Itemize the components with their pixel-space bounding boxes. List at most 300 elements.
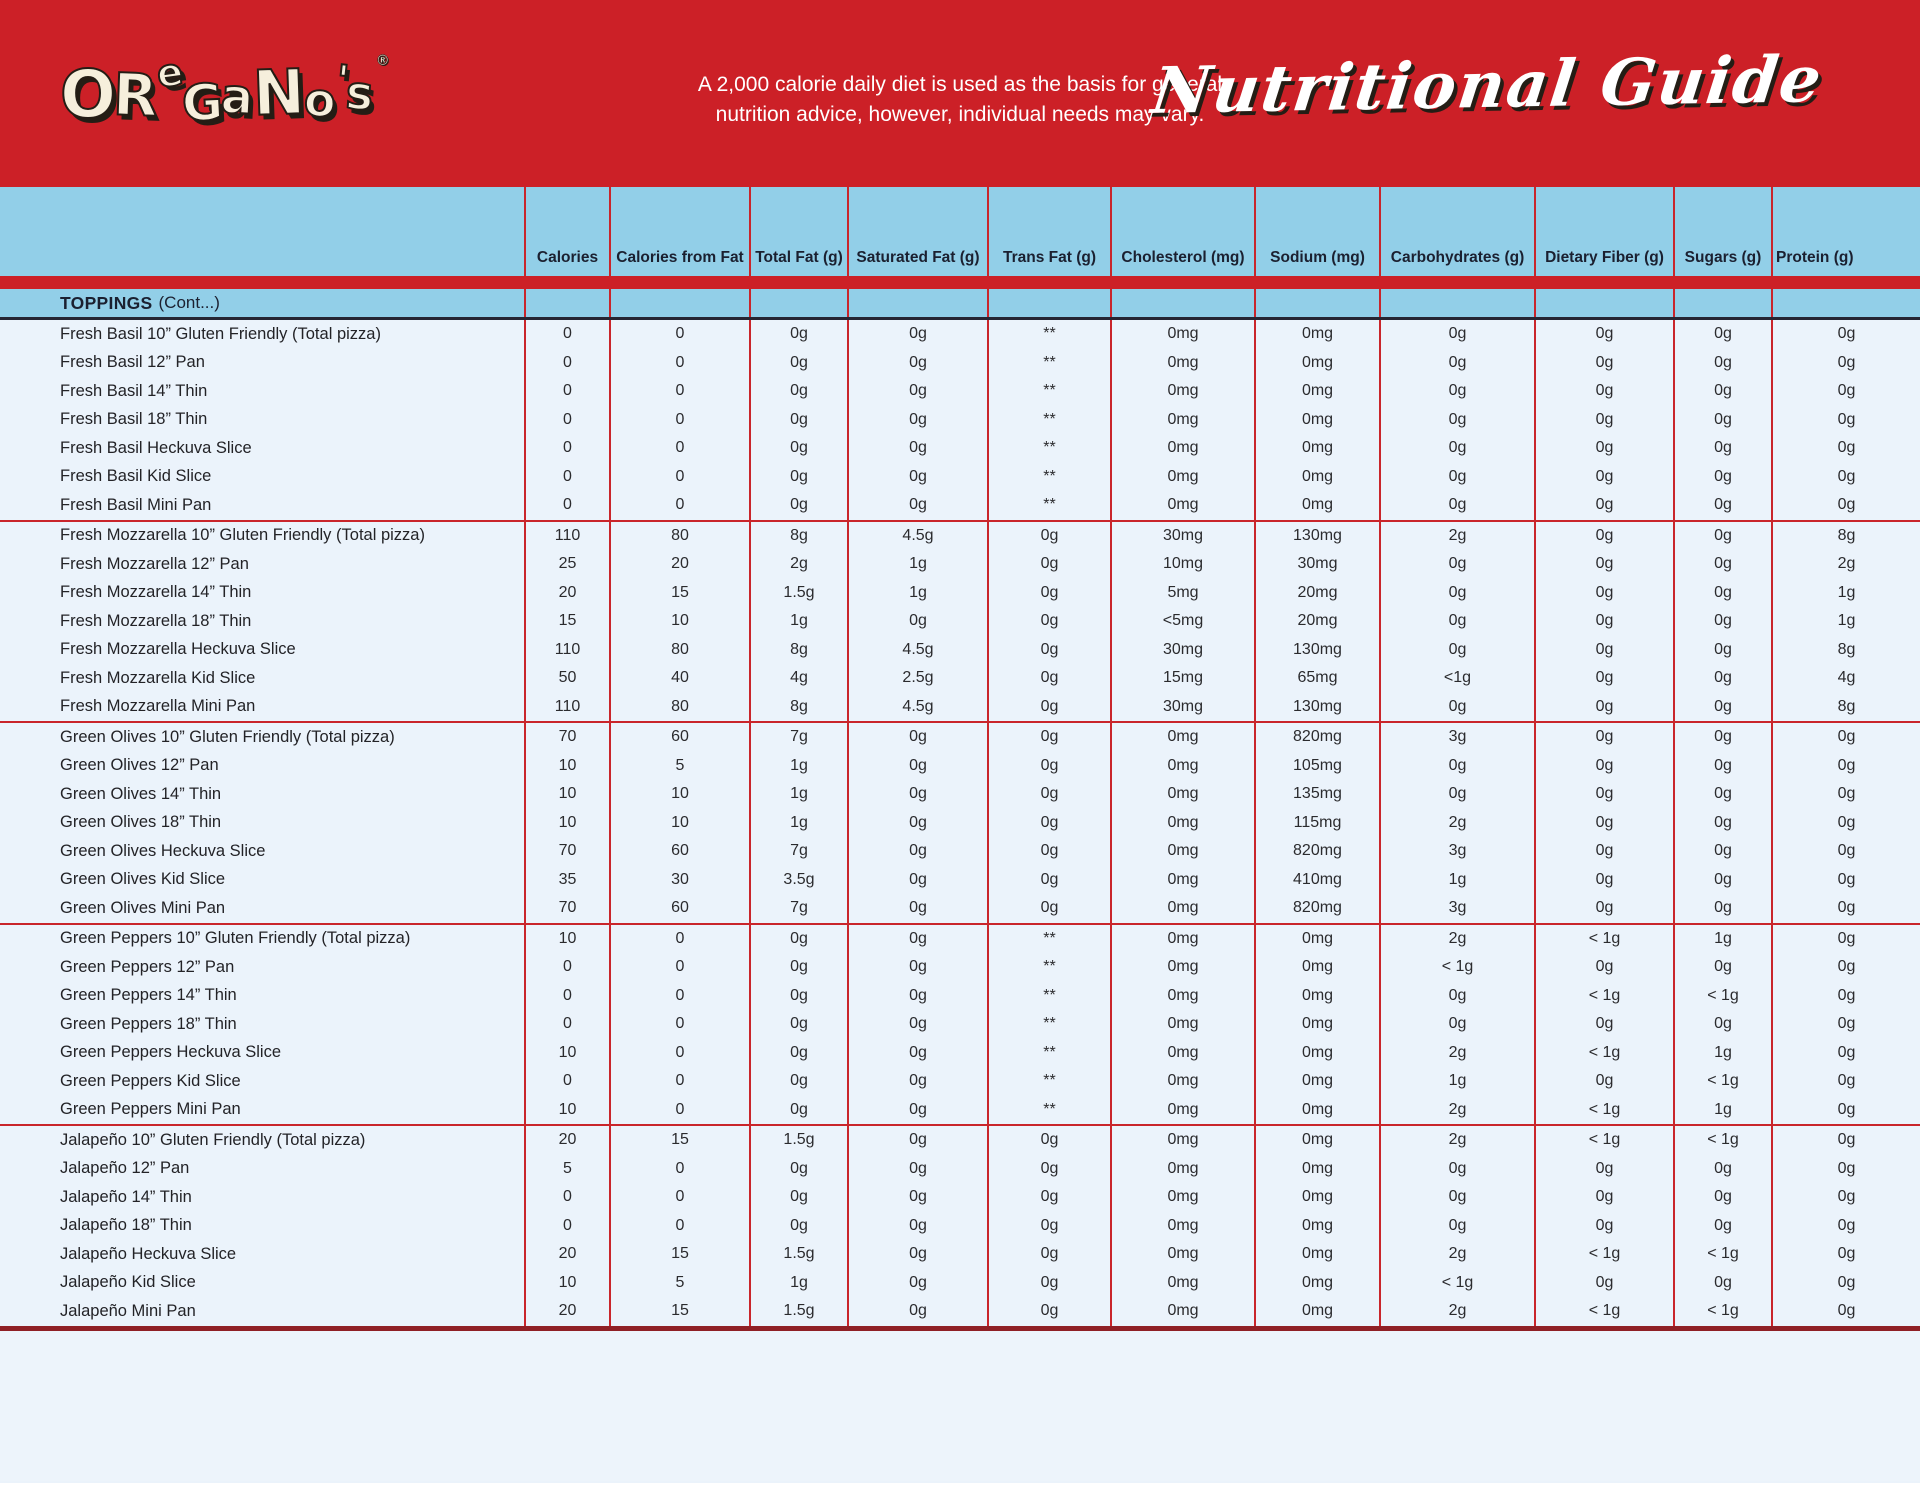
value-cell: 30mg bbox=[1254, 550, 1379, 579]
value-cell: 10 bbox=[524, 1096, 609, 1125]
value-cell: 0g bbox=[1379, 377, 1534, 406]
value-cell: 0g bbox=[749, 434, 847, 463]
row-label: Jalapeño 18” Thin bbox=[60, 1216, 192, 1235]
value-cell: 0g bbox=[1673, 866, 1771, 895]
row-label: Fresh Basil 18” Thin bbox=[60, 410, 208, 429]
value-cell: < 1g bbox=[1379, 1269, 1534, 1298]
value-cell: 4g bbox=[1771, 664, 1920, 693]
value-cell: 0g bbox=[1771, 1067, 1920, 1096]
value-cell: 0g bbox=[1771, 982, 1920, 1011]
row-label: Fresh Basil Kid Slice bbox=[60, 467, 212, 486]
table-row bbox=[0, 463, 1920, 492]
value-cell: 0mg bbox=[1254, 377, 1379, 406]
value-cell: 0 bbox=[524, 953, 609, 982]
table-row bbox=[0, 607, 1920, 636]
value-cell: 30mg bbox=[1110, 522, 1254, 551]
row-label: Green Peppers 10” Gluten Friendly (Total pizza) bbox=[60, 929, 411, 948]
value-cell: 0g bbox=[1534, 1212, 1673, 1241]
value-cell: 0g bbox=[847, 434, 987, 463]
value-cell: 0mg bbox=[1110, 406, 1254, 435]
value-cell: 0g bbox=[987, 1155, 1110, 1184]
value-cell: 2g bbox=[1379, 809, 1534, 838]
value-cell: 0 bbox=[524, 1183, 609, 1212]
value-cell: 0g bbox=[1534, 1183, 1673, 1212]
value-cell: 0mg bbox=[1254, 434, 1379, 463]
column-header-carbohydrates: Carbohydrates (g) bbox=[1379, 187, 1534, 276]
table-row bbox=[0, 579, 1920, 608]
value-cell: 40 bbox=[609, 664, 749, 693]
table-row bbox=[0, 894, 1920, 923]
value-cell: 0mg bbox=[1110, 894, 1254, 923]
value-cell: 0g bbox=[1534, 463, 1673, 492]
value-cell: 0g bbox=[987, 1126, 1110, 1155]
value-cell: 0g bbox=[1534, 320, 1673, 349]
logo-letter: s bbox=[344, 65, 376, 121]
value-cell: 0g bbox=[749, 1010, 847, 1039]
value-cell: 0 bbox=[524, 1010, 609, 1039]
value-cell: < 1g bbox=[1673, 1297, 1771, 1326]
value-cell: 0mg bbox=[1110, 1155, 1254, 1184]
value-cell: 0g bbox=[1771, 406, 1920, 435]
value-cell: 1.5g bbox=[749, 1297, 847, 1326]
value-cell: 2g bbox=[1379, 522, 1534, 551]
brand-header bbox=[0, 0, 1920, 187]
value-cell: 0g bbox=[847, 894, 987, 923]
page-title: Nutritional Guide bbox=[1147, 42, 1828, 129]
table-row bbox=[0, 377, 1920, 406]
value-cell: < 1g bbox=[1673, 1240, 1771, 1269]
value-cell: 1g bbox=[749, 607, 847, 636]
value-cell: 0mg bbox=[1254, 1212, 1379, 1241]
value-cell: 0mg bbox=[1254, 1240, 1379, 1269]
table-row bbox=[0, 522, 1920, 551]
value-cell: 0g bbox=[847, 1010, 987, 1039]
value-cell: 0g bbox=[1534, 723, 1673, 752]
value-cell: 0g bbox=[1673, 579, 1771, 608]
column-header-calories: Calories bbox=[524, 187, 609, 276]
value-cell: ** bbox=[987, 1067, 1110, 1096]
value-cell: 0g bbox=[1771, 1096, 1920, 1125]
value-cell: 0g bbox=[847, 866, 987, 895]
value-cell: 1.5g bbox=[749, 579, 847, 608]
value-cell: 0mg bbox=[1110, 780, 1254, 809]
value-cell: 2g bbox=[1379, 1297, 1534, 1326]
value-cell: 15 bbox=[609, 1240, 749, 1269]
value-cell: 0g bbox=[1771, 866, 1920, 895]
value-cell: 0g bbox=[987, 1183, 1110, 1212]
value-cell: 0g bbox=[1534, 491, 1673, 520]
row-label: Jalapeño 12” Pan bbox=[60, 1159, 190, 1178]
value-cell: 0g bbox=[987, 1240, 1110, 1269]
value-cell: 0 bbox=[609, 320, 749, 349]
logo-letter: o bbox=[302, 72, 337, 128]
value-cell: 0g bbox=[1771, 1010, 1920, 1039]
value-cell: 0g bbox=[1379, 1212, 1534, 1241]
value-cell: 0 bbox=[609, 1039, 749, 1068]
value-cell: 0g bbox=[987, 866, 1110, 895]
value-cell: ** bbox=[987, 982, 1110, 1011]
value-cell: 0g bbox=[1673, 377, 1771, 406]
value-cell: <5mg bbox=[1110, 607, 1254, 636]
value-cell: 25 bbox=[524, 550, 609, 579]
value-cell: 10mg bbox=[1110, 550, 1254, 579]
value-cell: 0g bbox=[1771, 894, 1920, 923]
value-cell: 0g bbox=[1534, 377, 1673, 406]
value-cell: 0g bbox=[749, 1212, 847, 1241]
value-cell: 1g bbox=[1673, 1096, 1771, 1125]
table-row bbox=[0, 1067, 1920, 1096]
value-cell: 5 bbox=[524, 1155, 609, 1184]
value-cell: 0g bbox=[1673, 522, 1771, 551]
value-cell: 0g bbox=[1771, 320, 1920, 349]
value-cell: 0mg bbox=[1110, 463, 1254, 492]
value-cell: 0 bbox=[609, 1155, 749, 1184]
value-cell: 0g bbox=[1534, 406, 1673, 435]
value-cell: 20 bbox=[524, 1240, 609, 1269]
value-cell: 410mg bbox=[1254, 866, 1379, 895]
value-cell: 4.5g bbox=[847, 636, 987, 665]
value-cell: ** bbox=[987, 1039, 1110, 1068]
value-cell: 0g bbox=[1771, 349, 1920, 378]
table-row bbox=[0, 953, 1920, 982]
value-cell: 0g bbox=[987, 550, 1110, 579]
value-cell: 8g bbox=[1771, 693, 1920, 722]
value-cell: < 1g bbox=[1534, 1297, 1673, 1326]
value-cell: 70 bbox=[524, 723, 609, 752]
value-cell: 65mg bbox=[1254, 664, 1379, 693]
logo-letter: e bbox=[153, 49, 186, 97]
value-cell: 110 bbox=[524, 693, 609, 722]
value-cell: 0g bbox=[1379, 320, 1534, 349]
value-cell: 0mg bbox=[1110, 723, 1254, 752]
table-row bbox=[0, 406, 1920, 435]
value-cell: 0g bbox=[749, 1039, 847, 1068]
row-label: Fresh Mozzarella 14” Thin bbox=[60, 583, 252, 602]
row-label: Green Peppers 18” Thin bbox=[60, 1014, 237, 1033]
value-cell: 0g bbox=[1673, 723, 1771, 752]
logo-letter: a bbox=[219, 68, 255, 126]
value-cell: 0g bbox=[987, 837, 1110, 866]
table-row bbox=[0, 1212, 1920, 1241]
value-cell: 5 bbox=[609, 752, 749, 781]
value-cell: 0g bbox=[1534, 894, 1673, 923]
value-cell: 0g bbox=[987, 752, 1110, 781]
value-cell: 115mg bbox=[1254, 809, 1379, 838]
value-cell: 0g bbox=[749, 982, 847, 1011]
value-cell: 2g bbox=[1771, 550, 1920, 579]
value-cell: 0 bbox=[524, 320, 609, 349]
value-cell: 0mg bbox=[1110, 1126, 1254, 1155]
value-cell: 4.5g bbox=[847, 693, 987, 722]
table-row bbox=[0, 1096, 1920, 1125]
column-header-calories-from-fat: Calories from Fat bbox=[609, 187, 749, 276]
value-cell: 0g bbox=[1673, 1212, 1771, 1241]
value-cell: 20 bbox=[524, 1297, 609, 1326]
value-cell: 0g bbox=[987, 1212, 1110, 1241]
disclaimer-line-2: nutrition advice, however, individual needs may vary. bbox=[715, 103, 1205, 127]
section-subtitle: (Cont...) bbox=[158, 293, 220, 312]
value-cell: 0g bbox=[1771, 1039, 1920, 1068]
value-cell: 15 bbox=[609, 1126, 749, 1155]
row-label: Green Peppers 12” Pan bbox=[60, 957, 235, 976]
value-cell: 0g bbox=[847, 982, 987, 1011]
red-divider-bar bbox=[0, 276, 1920, 289]
value-cell: 0mg bbox=[1110, 837, 1254, 866]
value-cell: 0g bbox=[1379, 693, 1534, 722]
value-cell: 0mg bbox=[1254, 491, 1379, 520]
value-cell: 0g bbox=[1771, 1240, 1920, 1269]
table-row bbox=[0, 491, 1920, 520]
value-cell: 0g bbox=[1771, 837, 1920, 866]
value-cell: 0g bbox=[847, 837, 987, 866]
value-cell: 0g bbox=[847, 809, 987, 838]
value-cell: 0g bbox=[987, 522, 1110, 551]
value-cell: 0g bbox=[847, 1039, 987, 1068]
value-cell: 0g bbox=[1534, 1067, 1673, 1096]
value-cell: < 1g bbox=[1673, 982, 1771, 1011]
value-cell: 7g bbox=[749, 723, 847, 752]
value-cell: 0g bbox=[987, 780, 1110, 809]
value-cell: 0g bbox=[987, 809, 1110, 838]
value-cell: 0g bbox=[847, 491, 987, 520]
oreganos-logo bbox=[60, 40, 390, 150]
value-cell: 1g bbox=[749, 1269, 847, 1298]
value-cell: 0 bbox=[609, 349, 749, 378]
value-cell: 0g bbox=[1771, 723, 1920, 752]
value-cell: 0mg bbox=[1254, 1010, 1379, 1039]
value-cell: 1.5g bbox=[749, 1240, 847, 1269]
value-cell: 820mg bbox=[1254, 894, 1379, 923]
value-cell: 2g bbox=[1379, 1096, 1534, 1125]
value-cell: 0 bbox=[609, 953, 749, 982]
table-row bbox=[0, 1126, 1920, 1155]
value-cell: 0g bbox=[1534, 866, 1673, 895]
value-cell: ** bbox=[987, 1010, 1110, 1039]
value-cell: 0mg bbox=[1110, 1067, 1254, 1096]
value-cell: 0g bbox=[1379, 607, 1534, 636]
value-cell: 4.5g bbox=[847, 522, 987, 551]
value-cell: 0 bbox=[609, 406, 749, 435]
value-cell: 0g bbox=[1771, 752, 1920, 781]
table-row bbox=[0, 434, 1920, 463]
value-cell: 0g bbox=[847, 1297, 987, 1326]
section-title: TOPPINGS bbox=[60, 292, 153, 313]
value-cell: 0 bbox=[609, 1212, 749, 1241]
value-cell: 2g bbox=[1379, 925, 1534, 954]
value-cell: 80 bbox=[609, 693, 749, 722]
value-cell: 15 bbox=[524, 607, 609, 636]
column-header-trans-fat: Trans Fat (g) bbox=[987, 187, 1110, 276]
value-cell: 0g bbox=[1771, 1297, 1920, 1326]
value-cell: 0g bbox=[847, 406, 987, 435]
value-cell: ** bbox=[987, 377, 1110, 406]
value-cell: 110 bbox=[524, 522, 609, 551]
value-cell: 0mg bbox=[1110, 377, 1254, 406]
value-cell: 2.5g bbox=[847, 664, 987, 693]
value-cell: 0g bbox=[1673, 1155, 1771, 1184]
value-cell: 0g bbox=[1771, 809, 1920, 838]
value-cell: 820mg bbox=[1254, 723, 1379, 752]
value-cell: 0mg bbox=[1110, 1269, 1254, 1298]
value-cell: ** bbox=[987, 953, 1110, 982]
value-cell: 0 bbox=[609, 925, 749, 954]
value-cell: 0g bbox=[1379, 406, 1534, 435]
value-cell: 0g bbox=[1673, 780, 1771, 809]
value-cell: 8g bbox=[749, 693, 847, 722]
value-cell: 0g bbox=[1771, 780, 1920, 809]
table-row bbox=[0, 1010, 1920, 1039]
value-cell: 105mg bbox=[1254, 752, 1379, 781]
value-cell: 0g bbox=[1534, 837, 1673, 866]
value-cell: ** bbox=[987, 349, 1110, 378]
table-row bbox=[0, 1269, 1920, 1298]
value-cell: 0g bbox=[847, 1126, 987, 1155]
table-row bbox=[0, 664, 1920, 693]
value-cell: 2g bbox=[1379, 1039, 1534, 1068]
value-cell: 0g bbox=[749, 1155, 847, 1184]
value-cell: 0g bbox=[1673, 320, 1771, 349]
toppings-group bbox=[0, 1124, 1920, 1326]
row-label: Jalapeño Mini Pan bbox=[60, 1301, 196, 1320]
row-label: Fresh Mozzarella 18” Thin bbox=[60, 611, 252, 630]
value-cell: 0 bbox=[609, 1067, 749, 1096]
value-cell: 130mg bbox=[1254, 522, 1379, 551]
value-cell: 2g bbox=[749, 550, 847, 579]
value-cell: 0g bbox=[847, 1067, 987, 1096]
value-cell: 8g bbox=[1771, 522, 1920, 551]
table-row bbox=[0, 925, 1920, 954]
value-cell: 80 bbox=[609, 636, 749, 665]
value-cell: 0g bbox=[1379, 349, 1534, 378]
table-row bbox=[0, 693, 1920, 722]
value-cell: 0g bbox=[1379, 579, 1534, 608]
row-label: Fresh Mozzarella Heckuva Slice bbox=[60, 640, 296, 659]
value-cell: 10 bbox=[609, 780, 749, 809]
value-cell: 0 bbox=[609, 491, 749, 520]
row-label: Fresh Mozzarella 12” Pan bbox=[60, 554, 249, 573]
value-cell: ** bbox=[987, 406, 1110, 435]
value-cell: 0mg bbox=[1254, 982, 1379, 1011]
value-cell: 0g bbox=[1379, 550, 1534, 579]
value-cell: 1g bbox=[1379, 1067, 1534, 1096]
value-cell: 10 bbox=[524, 780, 609, 809]
value-cell: 110 bbox=[524, 636, 609, 665]
row-label: Jalapeño Heckuva Slice bbox=[60, 1244, 237, 1263]
value-cell: < 1g bbox=[1673, 1126, 1771, 1155]
value-cell: 0g bbox=[1673, 1183, 1771, 1212]
column-header-sodium: Sodium (mg) bbox=[1254, 187, 1379, 276]
value-cell: 60 bbox=[609, 894, 749, 923]
value-cell: 8g bbox=[749, 636, 847, 665]
value-cell: 0mg bbox=[1254, 349, 1379, 378]
value-cell: ** bbox=[987, 463, 1110, 492]
value-cell: 0g bbox=[1379, 752, 1534, 781]
value-cell: 0mg bbox=[1110, 866, 1254, 895]
value-cell: 0 bbox=[524, 1067, 609, 1096]
value-cell: 0g bbox=[1771, 1212, 1920, 1241]
value-cell: 0g bbox=[1771, 463, 1920, 492]
value-cell: 0g bbox=[1673, 636, 1771, 665]
value-cell: < 1g bbox=[1534, 982, 1673, 1011]
value-cell: 1g bbox=[1673, 925, 1771, 954]
value-cell: 35 bbox=[524, 866, 609, 895]
value-cell: 70 bbox=[524, 894, 609, 923]
value-cell: 10 bbox=[609, 809, 749, 838]
row-label: Green Peppers Kid Slice bbox=[60, 1071, 241, 1090]
value-cell: 0 bbox=[609, 377, 749, 406]
value-cell: 0g bbox=[1534, 1155, 1673, 1184]
value-cell: 0g bbox=[1534, 752, 1673, 781]
value-cell: 0mg bbox=[1110, 953, 1254, 982]
value-cell: 60 bbox=[609, 837, 749, 866]
value-cell: 0mg bbox=[1254, 320, 1379, 349]
value-cell: 0g bbox=[1379, 1155, 1534, 1184]
table-row bbox=[0, 1183, 1920, 1212]
toppings-group bbox=[0, 721, 1920, 923]
value-cell: 0g bbox=[1673, 463, 1771, 492]
value-cell: 30 bbox=[609, 866, 749, 895]
value-cell: 10 bbox=[609, 607, 749, 636]
toppings-group bbox=[0, 923, 1920, 1125]
value-cell: 20 bbox=[609, 550, 749, 579]
column-header-total-fat: Total Fat (g) bbox=[749, 187, 847, 276]
row-label: Fresh Basil 12” Pan bbox=[60, 353, 205, 372]
value-cell: < 1g bbox=[1534, 1096, 1673, 1125]
value-cell: 0mg bbox=[1110, 809, 1254, 838]
footer-spacer bbox=[0, 1331, 1920, 1481]
value-cell: 1g bbox=[1771, 579, 1920, 608]
table-row bbox=[0, 837, 1920, 866]
row-label: Fresh Basil Heckuva Slice bbox=[60, 438, 252, 457]
value-cell: 0g bbox=[847, 780, 987, 809]
value-cell: 0g bbox=[1534, 1269, 1673, 1298]
value-cell: 0g bbox=[1771, 1183, 1920, 1212]
table-row bbox=[0, 349, 1920, 378]
value-cell: 0g bbox=[1379, 636, 1534, 665]
value-cell: 0mg bbox=[1110, 1297, 1254, 1326]
value-cell: 0g bbox=[1673, 1269, 1771, 1298]
value-cell: 0g bbox=[749, 953, 847, 982]
value-cell: 15 bbox=[609, 579, 749, 608]
value-cell: 0g bbox=[1673, 752, 1771, 781]
value-cell: 0g bbox=[987, 664, 1110, 693]
value-cell: 0g bbox=[1771, 491, 1920, 520]
value-cell: 0g bbox=[1673, 664, 1771, 693]
value-cell: 0 bbox=[524, 463, 609, 492]
value-cell: 0 bbox=[524, 349, 609, 378]
value-cell: 0mg bbox=[1110, 925, 1254, 954]
value-cell: 820mg bbox=[1254, 837, 1379, 866]
value-cell: 0g bbox=[987, 1297, 1110, 1326]
value-cell: 0mg bbox=[1110, 1240, 1254, 1269]
value-cell: 0g bbox=[1771, 1126, 1920, 1155]
value-cell: 0mg bbox=[1254, 463, 1379, 492]
value-cell: 0g bbox=[1673, 607, 1771, 636]
value-cell: 0mg bbox=[1254, 1297, 1379, 1326]
value-cell: 0g bbox=[1534, 579, 1673, 608]
value-cell: 0g bbox=[1534, 607, 1673, 636]
value-cell: 70 bbox=[524, 837, 609, 866]
value-cell: 0g bbox=[1771, 1155, 1920, 1184]
value-cell: 4g bbox=[749, 664, 847, 693]
value-cell: 1g bbox=[847, 550, 987, 579]
column-header-cholesterol: Cholesterol (mg) bbox=[1110, 187, 1254, 276]
value-cell: 0g bbox=[1673, 1010, 1771, 1039]
value-cell: 0g bbox=[1379, 1183, 1534, 1212]
logo-letter: N bbox=[251, 55, 307, 130]
row-label: Green Olives 10” Gluten Friendly (Total pizza) bbox=[60, 727, 395, 746]
value-cell: 0g bbox=[1379, 434, 1534, 463]
